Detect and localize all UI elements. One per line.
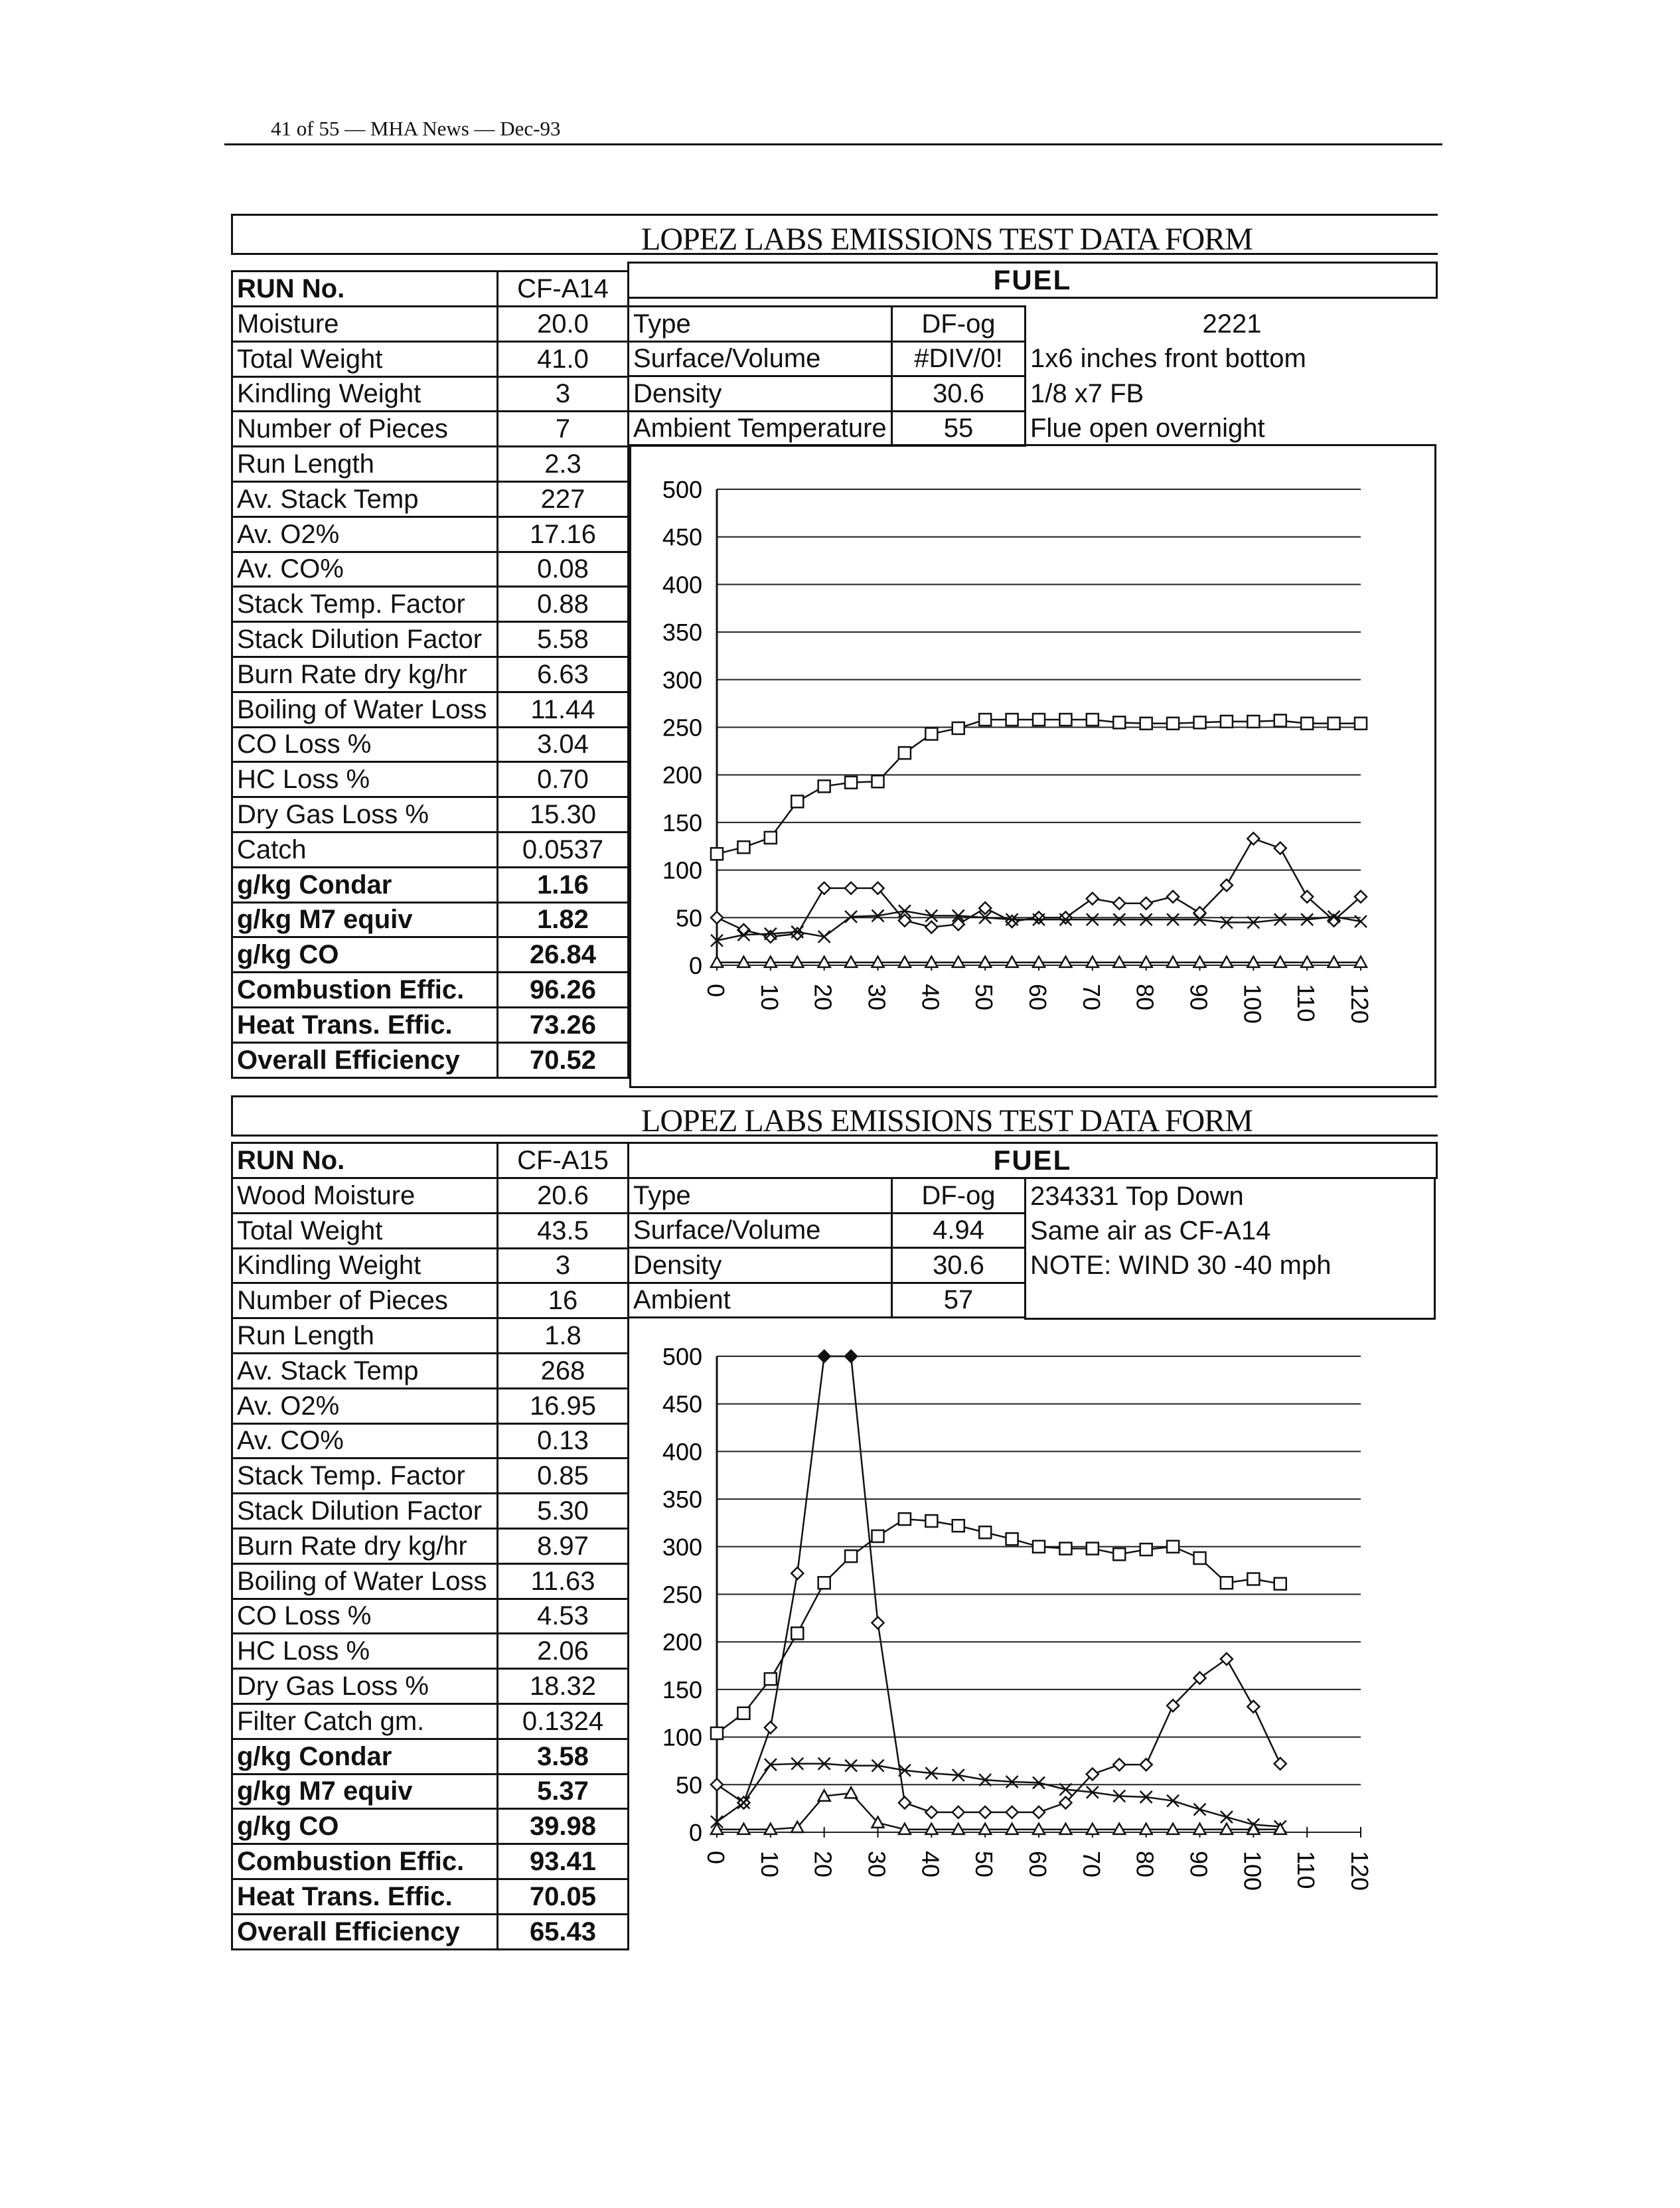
- row-value: 2.3: [496, 445, 629, 483]
- row-value: 268: [496, 1352, 629, 1389]
- data-point-square: [979, 1526, 991, 1538]
- series-line-diamond: [717, 1356, 1280, 1812]
- data-point-diamond: [711, 1778, 723, 1790]
- fuel-row-value: 30.6: [891, 375, 1026, 412]
- row-value: 17.16: [496, 516, 629, 553]
- row-label: g/kg Condar: [231, 1738, 498, 1775]
- row-label: Heat Trans. Effic.: [231, 1878, 498, 1915]
- y-tick-label: 350: [662, 1486, 702, 1514]
- row-value: 0.70: [496, 761, 629, 798]
- row-value: 0.88: [496, 586, 629, 623]
- x-tick-label: 90: [1185, 984, 1213, 1011]
- row-value: 16.95: [496, 1387, 629, 1425]
- data-point-square: [1194, 716, 1206, 728]
- page-header-text: 41 of 55 — MHA News — Dec-93: [271, 117, 561, 140]
- row-label: Total Weight: [231, 1212, 498, 1249]
- fuel-note-2-2: NOTE: WIND 30 -40 mph: [1030, 1251, 1332, 1280]
- series-line-square: [717, 720, 1361, 854]
- row-label: HC Loss %: [231, 1632, 498, 1670]
- row-value: 8.97: [496, 1528, 629, 1565]
- fuel-row-note: 1/8 x7 FB: [1024, 375, 1438, 412]
- data-point-square: [737, 1707, 749, 1719]
- row-label: Overall Efficiency: [231, 1913, 498, 1950]
- row-value: 20.6: [496, 1177, 629, 1214]
- data-point-square: [1247, 716, 1259, 728]
- x-tick-label: 110: [1292, 1851, 1320, 1889]
- row-value: 15.30: [496, 796, 629, 833]
- data-point-square: [1221, 716, 1233, 728]
- x-tick-label: 100: [1239, 1851, 1266, 1891]
- data-point-square: [1059, 1543, 1071, 1555]
- row-label: Kindling Weight: [231, 376, 498, 413]
- data-point-diamond: [765, 931, 777, 943]
- row-value: 1.82: [496, 902, 629, 939]
- y-tick-label: 450: [662, 1390, 702, 1418]
- row-label: Burn Rate dry kg/hr: [231, 656, 498, 693]
- fuel-row-note: Flue open overnight: [1024, 410, 1438, 447]
- fuel-row-note: 1x6 inches front bottom: [1024, 341, 1438, 378]
- x-tick-label: 80: [1131, 1851, 1159, 1878]
- fuel-row-value: 4.94: [891, 1212, 1026, 1249]
- row-label: Dry Gas Loss %: [231, 1668, 498, 1705]
- row-label: Run Length: [231, 1317, 498, 1354]
- row-label: Wood Moisture: [231, 1177, 498, 1214]
- row-value: 70.05: [496, 1878, 629, 1915]
- form-title-text-1: LOPEZ LABS EMISSIONS TEST DATA FORM: [641, 222, 1253, 257]
- run-number-label-1: RUN No.: [231, 270, 498, 307]
- data-point-diamond: [818, 882, 830, 894]
- row-value: 0.1324: [496, 1703, 629, 1740]
- fuel-row-value: 30.6: [891, 1247, 1026, 1284]
- run-number-value-2: CF-A15: [496, 1142, 629, 1179]
- run-number-value-1: CF-A14: [496, 270, 629, 307]
- fuel-row-label: Density: [627, 375, 893, 412]
- fuel-row-label: Density: [627, 1247, 893, 1284]
- y-tick-label: 300: [662, 1533, 702, 1561]
- y-tick-label: 0: [688, 1819, 702, 1846]
- y-tick-label: 450: [662, 523, 702, 551]
- data-point-square: [845, 1550, 857, 1562]
- row-label: Combustion Effic.: [231, 971, 498, 1008]
- row-label: Overall Efficiency: [231, 1042, 498, 1079]
- row-label: Av. Stack Temp: [231, 1352, 498, 1389]
- x-tick-label: 120: [1346, 1851, 1373, 1891]
- row-label: Dry Gas Loss %: [231, 796, 498, 833]
- row-value: 1.8: [496, 1317, 629, 1354]
- row-value: 3: [496, 376, 629, 413]
- data-point-diamond: [1274, 1758, 1286, 1770]
- row-value: 16: [496, 1282, 629, 1319]
- x-tick-label: 50: [970, 1851, 998, 1878]
- x-tick-label: 30: [863, 984, 891, 1011]
- data-point-square: [765, 832, 777, 844]
- fuel-row-label: Ambient Temperature: [627, 410, 893, 447]
- data-point-diamond: [899, 1797, 911, 1809]
- data-point-square: [1087, 714, 1099, 726]
- series-line-triangle: [717, 1793, 1280, 1829]
- data-point-triangle: [845, 1787, 857, 1798]
- x-tick-label: 120: [1346, 984, 1373, 1024]
- data-point-diamond: [845, 1350, 857, 1362]
- y-tick-label: 400: [662, 1438, 702, 1466]
- row-label: CO Loss %: [231, 726, 498, 763]
- x-tick-label: 60: [1024, 984, 1051, 1011]
- data-point-square: [1140, 1543, 1152, 1555]
- row-value: 3.58: [496, 1738, 629, 1775]
- x-tick-label: 20: [809, 984, 837, 1011]
- row-label: Boiling of Water Loss: [231, 1563, 498, 1600]
- data-point-square: [711, 848, 723, 860]
- data-point-diamond: [1059, 911, 1071, 923]
- data-point-square: [1059, 714, 1071, 726]
- data-point-diamond: [925, 1806, 937, 1818]
- form-title-2: [231, 1095, 1438, 1137]
- data-point-square: [1033, 1541, 1045, 1553]
- data-point-square: [1194, 1552, 1206, 1564]
- x-tick-label: 40: [917, 984, 945, 1011]
- fuel-row-value: 57: [891, 1282, 1026, 1319]
- y-tick-label: 50: [675, 904, 702, 932]
- x-tick-label: 90: [1185, 1851, 1213, 1878]
- row-label: Run Length: [231, 445, 498, 483]
- row-label: g/kg M7 equiv: [231, 1773, 498, 1810]
- fuel-row-label: Surface/Volume: [627, 341, 893, 378]
- x-tick-label: 40: [917, 1851, 945, 1878]
- data-point-square: [1247, 1573, 1259, 1585]
- row-label: Boiling of Water Loss: [231, 691, 498, 728]
- x-tick-label: 70: [1077, 1851, 1105, 1878]
- data-point-square: [872, 775, 884, 787]
- data-point-diamond: [1167, 891, 1179, 903]
- data-point-diamond: [1221, 1653, 1233, 1665]
- y-tick-label: 100: [662, 856, 702, 884]
- fuel-note-2-0: 234331 Top Down: [1030, 1182, 1244, 1211]
- data-point-square: [1221, 1577, 1233, 1589]
- x-tick-label: 10: [755, 984, 783, 1011]
- data-point-diamond: [791, 1567, 803, 1579]
- data-point-square: [1167, 718, 1179, 730]
- data-point-square: [899, 1513, 911, 1525]
- row-value: 65.43: [496, 1913, 629, 1950]
- page-header: [224, 117, 1442, 145]
- fuel-row-label: Ambient: [627, 1282, 893, 1319]
- fuel-note-2-1: Same air as CF-A14: [1030, 1216, 1271, 1245]
- y-tick-label: 0: [688, 952, 702, 979]
- data-point-diamond: [1274, 842, 1286, 854]
- data-point-diamond: [1087, 893, 1099, 905]
- row-value: 26.84: [496, 936, 629, 973]
- data-point-square: [711, 1727, 723, 1739]
- row-label: g/kg CO: [231, 1808, 498, 1845]
- data-point-diamond: [1113, 1759, 1125, 1771]
- row-value: 20.0: [496, 305, 629, 343]
- data-point-diamond: [1247, 832, 1259, 844]
- fuel-row-value: DF-og: [891, 305, 1026, 343]
- x-tick-label: 30: [863, 1851, 891, 1878]
- data-point-square: [818, 1577, 830, 1589]
- data-point-square: [1087, 1543, 1099, 1555]
- data-point-diamond: [872, 1617, 884, 1629]
- row-value: 6.63: [496, 656, 629, 693]
- line-chart-2: [629, 1314, 1436, 1965]
- data-point-diamond: [925, 921, 937, 933]
- data-point-square: [1274, 714, 1286, 726]
- fuel-row-label: Surface/Volume: [627, 1212, 893, 1249]
- row-value: 3: [496, 1247, 629, 1285]
- data-point-square: [925, 1515, 937, 1527]
- data-point-diamond: [791, 928, 803, 940]
- data-point-diamond: [1033, 911, 1045, 923]
- y-tick-label: 150: [662, 809, 702, 836]
- data-point-square: [1140, 718, 1152, 730]
- data-point-square: [925, 728, 937, 740]
- y-tick-label: 200: [662, 761, 702, 789]
- row-label: Moisture: [231, 305, 498, 343]
- row-label: Av. O2%: [231, 516, 498, 553]
- row-label: g/kg CO: [231, 936, 498, 973]
- y-tick-label: 500: [662, 1343, 702, 1370]
- row-label: Number of Pieces: [231, 1282, 498, 1319]
- emissions-form-1: [231, 214, 1438, 1089]
- row-label: Av. CO%: [231, 551, 498, 588]
- row-value: 5.30: [496, 1492, 629, 1530]
- y-tick-label: 200: [662, 1628, 702, 1656]
- row-label: Stack Temp. Factor: [231, 1457, 498, 1494]
- row-label: g/kg Condar: [231, 866, 498, 904]
- x-tick-label: 0: [702, 1851, 729, 1865]
- row-label: Burn Rate dry kg/hr: [231, 1528, 498, 1565]
- data-point-square: [1355, 718, 1367, 730]
- data-point-x: [1221, 1811, 1233, 1823]
- row-value: 1.16: [496, 866, 629, 904]
- x-tick-label: 10: [755, 1851, 783, 1878]
- row-label: Av. Stack Temp: [231, 481, 498, 518]
- fuel-row-value: 55: [891, 410, 1026, 447]
- row-value: 18.32: [496, 1668, 629, 1705]
- row-label: Stack Temp. Factor: [231, 586, 498, 623]
- row-value: 39.98: [496, 1808, 629, 1845]
- data-point-square: [791, 1627, 803, 1639]
- fuel-header-1: FUEL: [627, 262, 1438, 299]
- row-value: 0.13: [496, 1423, 629, 1460]
- y-tick-label: 300: [662, 666, 702, 694]
- data-point-square: [953, 722, 964, 734]
- data-point-square: [899, 747, 911, 759]
- data-point-x: [1194, 1804, 1206, 1816]
- x-tick-label: 50: [970, 984, 998, 1011]
- y-tick-label: 50: [675, 1771, 702, 1799]
- row-label: Number of Pieces: [231, 410, 498, 447]
- data-point-square: [953, 1520, 964, 1532]
- row-value: 5.58: [496, 621, 629, 658]
- form-title-text-2: LOPEZ LABS EMISSIONS TEST DATA FORM: [641, 1103, 1253, 1139]
- row-value: 2.06: [496, 1632, 629, 1670]
- data-point-square: [1301, 718, 1313, 730]
- row-value: 11.63: [496, 1563, 629, 1600]
- data-point-square: [845, 777, 857, 789]
- y-tick-label: 250: [662, 714, 702, 742]
- line-chart-1: [629, 444, 1436, 1088]
- row-value: 4.53: [496, 1598, 629, 1635]
- emissions-form-2: [231, 1095, 1438, 1965]
- data-point-square: [979, 714, 991, 726]
- row-label: Filter Catch gm.: [231, 1703, 498, 1740]
- form-title-1: [231, 214, 1438, 255]
- data-point-diamond: [765, 1721, 777, 1733]
- data-point-diamond: [818, 1350, 830, 1362]
- data-point-diamond: [1033, 1806, 1045, 1818]
- row-value: 96.26: [496, 971, 629, 1008]
- y-tick-label: 400: [662, 571, 702, 599]
- data-point-diamond: [953, 1806, 964, 1818]
- row-value: 43.5: [496, 1212, 629, 1249]
- series-line-x: [717, 1764, 1280, 1827]
- row-value: 3.04: [496, 726, 629, 763]
- data-point-square: [1328, 718, 1340, 730]
- data-point-diamond: [1247, 1701, 1259, 1713]
- x-tick-label: 100: [1239, 984, 1266, 1024]
- data-point-square: [765, 1673, 777, 1685]
- row-value: 0.85: [496, 1457, 629, 1494]
- data-point-square: [737, 841, 749, 853]
- row-value: 7: [496, 410, 629, 447]
- row-value: 93.41: [496, 1843, 629, 1880]
- row-value: 5.37: [496, 1773, 629, 1810]
- x-tick-label: 80: [1131, 984, 1159, 1011]
- row-value: 73.26: [496, 1006, 629, 1044]
- row-label: Catch: [231, 831, 498, 868]
- row-label: g/kg M7 equiv: [231, 902, 498, 939]
- row-label: Total Weight: [231, 341, 498, 378]
- fuel-header-2: FUEL: [627, 1142, 1438, 1179]
- data-point-diamond: [711, 911, 723, 923]
- row-label: CO Loss %: [231, 1598, 498, 1635]
- row-value: 0.08: [496, 551, 629, 588]
- y-tick-label: 500: [662, 476, 702, 503]
- row-label: Heat Trans. Effic.: [231, 1006, 498, 1044]
- data-point-square: [1113, 1548, 1125, 1560]
- row-label: HC Loss %: [231, 761, 498, 798]
- data-point-square: [1033, 714, 1045, 726]
- data-point-diamond: [845, 882, 857, 894]
- data-point-square: [791, 795, 803, 807]
- data-point-diamond: [979, 1806, 991, 1818]
- data-point-diamond: [1140, 1759, 1152, 1771]
- x-tick-label: 20: [809, 1851, 837, 1878]
- row-value: 41.0: [496, 341, 629, 378]
- data-point-square: [1113, 716, 1125, 728]
- y-tick-label: 150: [662, 1676, 702, 1703]
- y-tick-label: 250: [662, 1581, 702, 1609]
- fuel-row-label: Type: [627, 1177, 893, 1214]
- data-point-diamond: [1006, 1806, 1018, 1818]
- row-value: 11.44: [496, 691, 629, 728]
- x-tick-label: 70: [1077, 984, 1105, 1011]
- row-value: 0.0537: [496, 831, 629, 868]
- fuel-row-value: DF-og: [891, 1177, 1026, 1214]
- fuel-row-note: 2221: [1024, 305, 1438, 343]
- fuel-row-value: #DIV/0!: [891, 341, 1026, 378]
- row-label: Stack Dilution Factor: [231, 1492, 498, 1530]
- data-point-square: [818, 780, 830, 792]
- data-point-square: [1274, 1578, 1286, 1590]
- data-point-square: [872, 1530, 884, 1542]
- row-label: Kindling Weight: [231, 1247, 498, 1285]
- y-tick-label: 100: [662, 1723, 702, 1751]
- y-tick-label: 350: [662, 619, 702, 647]
- row-value: 70.52: [496, 1042, 629, 1079]
- data-point-square: [1006, 714, 1018, 726]
- fuel-notes-box-2: [1024, 1177, 1436, 1320]
- data-point-diamond: [1113, 898, 1125, 909]
- row-value: 227: [496, 481, 629, 518]
- x-tick-label: 0: [702, 984, 729, 998]
- fuel-row-label: Type: [627, 305, 893, 343]
- run-number-label-2: RUN No.: [231, 1142, 498, 1179]
- x-tick-label: 60: [1024, 1851, 1051, 1878]
- row-label: Av. O2%: [231, 1387, 498, 1425]
- x-tick-label: 110: [1292, 984, 1320, 1022]
- row-label: Av. CO%: [231, 1423, 498, 1460]
- data-point-square: [1167, 1541, 1179, 1553]
- series-line-square: [717, 1519, 1280, 1733]
- row-label: Combustion Effic.: [231, 1843, 498, 1880]
- row-label: Stack Dilution Factor: [231, 621, 498, 658]
- data-point-diamond: [1140, 898, 1152, 909]
- data-point-square: [1006, 1533, 1018, 1545]
